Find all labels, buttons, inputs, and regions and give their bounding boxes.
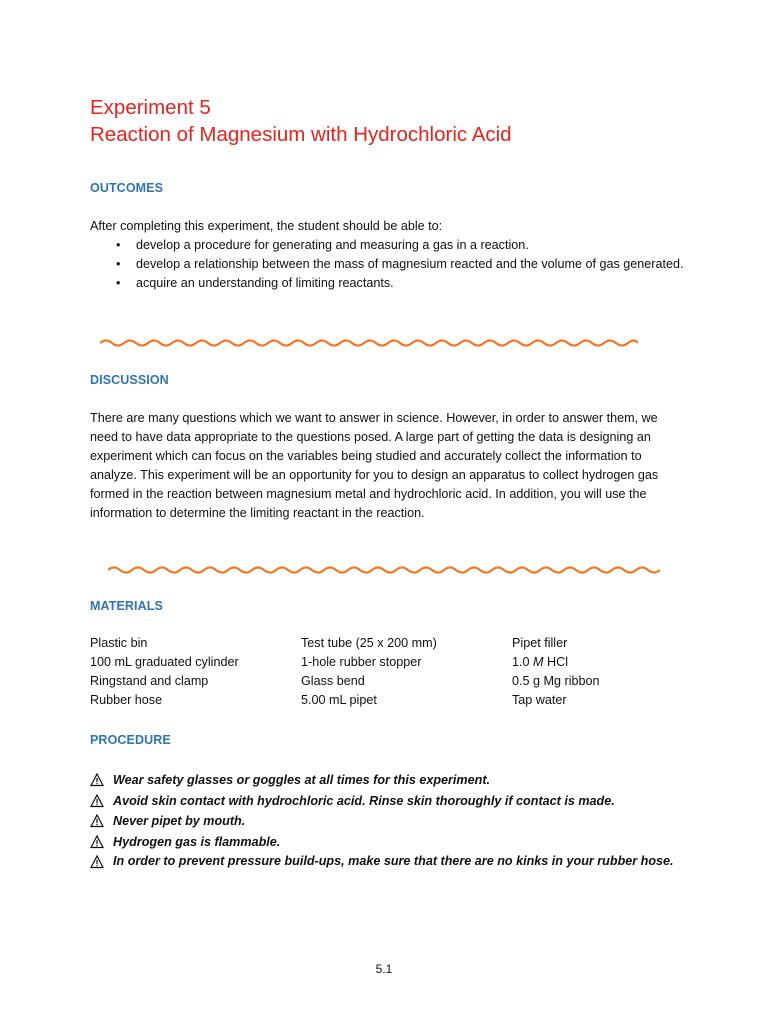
warning-item: Avoid skin contact with hydrochloric acid. Rinse skin thoroughly if contact is made. [90, 791, 690, 812]
materials-column-2 [301, 634, 437, 710]
material-item: Plastic bin [90, 636, 148, 650]
material-item: Ringstand and clamp [90, 674, 209, 688]
material-item: Pipet filler [512, 636, 568, 650]
wavy-divider [100, 337, 638, 349]
molarity-symbol: M [533, 655, 544, 669]
warning-triangle-icon [90, 855, 104, 869]
material-item: 1.0 M HCl [512, 655, 569, 669]
warning-item: Wear safety glasses or goggles at all times for this experiment. [90, 770, 690, 791]
bullet-icon: • [116, 238, 121, 252]
experiment-title: Reaction of Magnesium with Hydrochloric Acid [90, 123, 512, 146]
materials-column-1 [90, 634, 239, 710]
material-item: 1-hole rubber stopper [301, 655, 422, 669]
warning-triangle-icon [90, 835, 104, 849]
warning-item: Hydrogen gas is flammable. [90, 832, 690, 853]
material-item: 5.00 mL pipet [301, 693, 377, 707]
discussion-text: There are many questions which we want to answer in science. However, in order to answer them, we need to have data appropriate to the questions posed. A large part of getting the data is designing an experiment which can focus on the variables being studied and accurately collect the information to analyze. This experiment will be an opportunity for you to design an apparatus to collect hydrogen gas formed in the reaction between magnesium metal and hydrochloric acid. In addition, you will use the information to determine the limiting reactant in the reaction. [90, 411, 659, 520]
material-item: Rubber hose [90, 693, 163, 707]
warning-item: Never pipet by mouth. [90, 811, 690, 832]
outcome-item: • develop a relationship between the mass of magnesium reacted and the volume of gas generated. [90, 255, 690, 274]
material-item: 0.5 g Mg ribbon [512, 674, 600, 688]
outcome-item: • acquire an understanding of limiting reactants. [90, 274, 690, 293]
page-number: 5.1 [375, 962, 393, 976]
experiment-number: Experiment 5 [90, 96, 211, 119]
bullet-icon: • [116, 275, 121, 290]
material-item: Tap water [512, 693, 567, 707]
outcomes-heading: OUTCOMES [90, 181, 164, 195]
material-item: 100 mL graduated cylinder [90, 655, 239, 669]
outcome-item: • develop a procedure for generating and measuring a gas in a reaction. [90, 236, 690, 255]
safety-warnings [90, 770, 690, 871]
procedure-heading: PROCEDURE [90, 733, 171, 747]
outcomes-list [90, 236, 690, 293]
materials-heading: MATERIALS [90, 599, 163, 613]
warning-triangle-icon [90, 814, 104, 828]
material-item: Test tube (25 x 200 mm) [301, 636, 437, 650]
wavy-divider [108, 564, 660, 576]
materials-column-3 [512, 634, 600, 710]
discussion-heading: DISCUSSION [90, 373, 169, 387]
bullet-icon: • [116, 256, 121, 271]
outcomes-intro: After completing this experiment, the student should be able to: [90, 219, 443, 233]
material-item: Glass bend [301, 674, 365, 688]
warning-item: In order to prevent pressure build-ups, make sure that there are no kinks in your rubber hose. [90, 852, 690, 871]
warning-triangle-icon [90, 773, 104, 787]
warning-triangle-icon [90, 794, 104, 808]
title-block [90, 94, 512, 148]
